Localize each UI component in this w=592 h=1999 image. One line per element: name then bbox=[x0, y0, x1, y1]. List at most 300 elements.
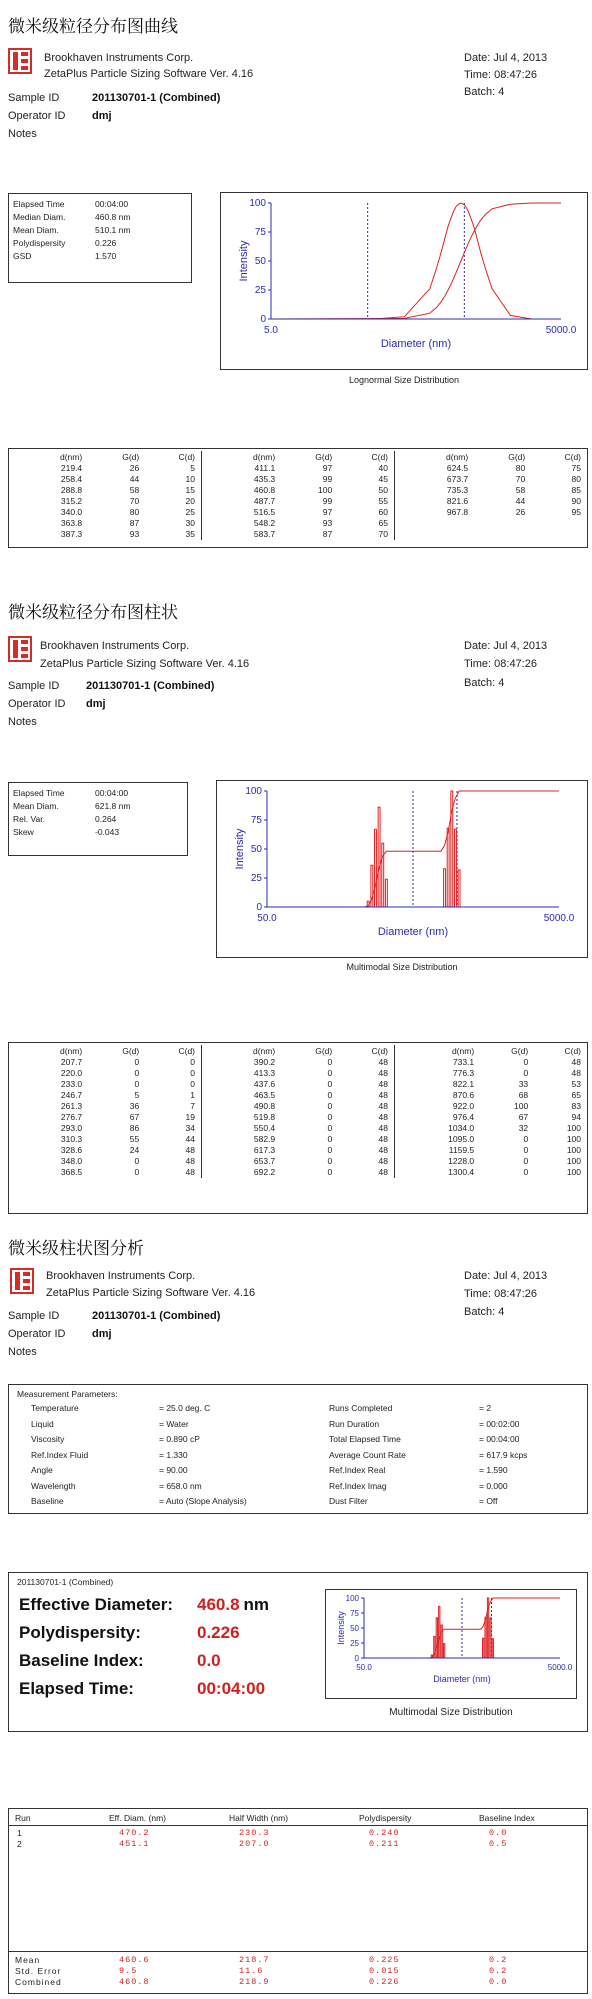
param-label: Ref.Index Imag bbox=[329, 1480, 387, 1491]
section-title: 微米级粒径分布图柱状 bbox=[8, 603, 178, 623]
table-cell: 0 bbox=[327, 1167, 333, 1177]
company-name: Brookhaven Instruments Corp. bbox=[40, 640, 190, 652]
table-row bbox=[206, 518, 390, 529]
table-cell: 822.1 bbox=[452, 1079, 475, 1089]
y-axis-label: Intensity bbox=[234, 828, 246, 870]
table-cell: 80 bbox=[515, 463, 526, 473]
param-label: Run Duration bbox=[329, 1418, 380, 1429]
table-cell: 55 bbox=[378, 496, 388, 506]
table-cell: 673.7 bbox=[446, 474, 469, 484]
distribution-subtable bbox=[399, 1045, 583, 1178]
runs-cell: 0.211 bbox=[369, 1839, 400, 1849]
table-cell: 100 bbox=[566, 1167, 581, 1177]
table-cell: 83 bbox=[571, 1101, 581, 1111]
table-header-row bbox=[399, 451, 583, 463]
table-row bbox=[206, 1101, 390, 1112]
table-cell: 548.2 bbox=[253, 518, 276, 528]
table-header-row bbox=[399, 1045, 583, 1057]
param-value: = 90.00 bbox=[159, 1465, 188, 1475]
runs-summary-cell: Std. Error bbox=[15, 1966, 62, 1976]
table-row bbox=[13, 1068, 197, 1079]
table-row bbox=[206, 1068, 390, 1079]
column-header: C(d) bbox=[178, 1046, 195, 1056]
operator-id-label: Operator ID bbox=[8, 1328, 66, 1340]
summary-label: Elapsed Time: bbox=[19, 1679, 134, 1698]
table-cell: 15 bbox=[185, 485, 195, 495]
table-cell: 293.0 bbox=[60, 1123, 83, 1133]
table-cell: 44 bbox=[185, 1134, 195, 1144]
distribution-curve bbox=[271, 203, 561, 319]
table-cell: 435.3 bbox=[253, 474, 276, 484]
mini-chart-panel bbox=[325, 1589, 577, 1699]
table-cell: 328.6 bbox=[60, 1145, 83, 1155]
table-cell: 48 bbox=[378, 1101, 388, 1111]
table-cell: 36 bbox=[129, 1101, 140, 1111]
param-value: = 0.000 bbox=[479, 1480, 508, 1491]
stat-row bbox=[13, 250, 130, 263]
column-header: d(nm) bbox=[252, 452, 276, 462]
runs-summary-cell: 0.2 bbox=[489, 1966, 508, 1976]
summary-box bbox=[8, 1572, 588, 1732]
table-cell: 735.3 bbox=[446, 485, 469, 495]
table-row bbox=[399, 496, 583, 507]
table-cell: 390.2 bbox=[253, 1057, 276, 1067]
table-cell: 261.3 bbox=[60, 1101, 83, 1111]
table-cell: 100 bbox=[318, 485, 333, 495]
table-cell: 95 bbox=[571, 507, 581, 517]
table-row bbox=[13, 1112, 197, 1123]
table-cell: 922.0 bbox=[452, 1101, 475, 1111]
table-cell: 976.4 bbox=[452, 1112, 475, 1122]
batch: Batch: 4 bbox=[464, 677, 505, 689]
table-cell: 65 bbox=[571, 1090, 581, 1100]
y-tick-label: 100 bbox=[245, 786, 262, 797]
y-tick-label: 100 bbox=[249, 198, 266, 209]
table-cell: 207.7 bbox=[60, 1057, 83, 1067]
stat-label: Polydispersity bbox=[13, 238, 66, 248]
table-row bbox=[13, 1123, 197, 1134]
lognormal-chart bbox=[221, 193, 587, 369]
table-row bbox=[399, 1057, 583, 1068]
stat-label: Mean Diam. bbox=[13, 225, 59, 235]
sample-id-value: 201130701-1 (Combined) bbox=[86, 680, 215, 692]
column-header: C(d) bbox=[178, 452, 195, 462]
table-row bbox=[13, 1134, 197, 1145]
runs-column-header: Baseline Index bbox=[479, 1813, 535, 1823]
table-cell: 99 bbox=[322, 474, 333, 484]
table-cell: 26 bbox=[515, 507, 526, 517]
table-cell: 583.7 bbox=[253, 529, 276, 539]
table-cell: 32 bbox=[518, 1123, 529, 1133]
table-cell: 0 bbox=[327, 1090, 333, 1100]
operator-id-label: Operator ID bbox=[8, 110, 66, 122]
table-row bbox=[399, 1112, 583, 1123]
summary-label: Baseline Index: bbox=[19, 1651, 144, 1670]
table-cell: 460.8 bbox=[253, 485, 276, 495]
param-value: = 1.330 bbox=[159, 1449, 188, 1460]
stat-value: 00:04:00 bbox=[95, 788, 129, 798]
table-cell: 340.0 bbox=[60, 507, 83, 517]
table-row bbox=[13, 1156, 197, 1167]
runs-summary-cell: 0.2 bbox=[489, 1955, 508, 1965]
param-value: = Water bbox=[159, 1418, 189, 1429]
param-value: = 00:04:00 bbox=[479, 1434, 520, 1444]
runs-summary-cell: 0.015 bbox=[369, 1966, 400, 1976]
operator-id-label: Operator ID bbox=[8, 698, 66, 710]
summary-unit: nm bbox=[243, 1595, 270, 1614]
table-row bbox=[399, 1167, 583, 1178]
table-cell: 413.3 bbox=[253, 1068, 276, 1078]
param-label: Liquid bbox=[31, 1418, 54, 1429]
column-header: G(d) bbox=[508, 452, 526, 462]
table-cell: 48 bbox=[571, 1068, 581, 1078]
y-tick-label: 75 bbox=[350, 1609, 359, 1618]
table-cell: 0 bbox=[327, 1112, 333, 1122]
summary-label: Effective Diameter: bbox=[19, 1595, 174, 1614]
y-tick-label: 0 bbox=[256, 902, 262, 913]
table-cell: 519.8 bbox=[253, 1112, 276, 1122]
param-label: Total Elapsed Time bbox=[329, 1434, 401, 1444]
software-name: ZetaPlus Particle Sizing Software Ver. 4.16 bbox=[40, 658, 250, 670]
table-cell: 1034.0 bbox=[448, 1123, 475, 1133]
distribution-table bbox=[8, 1042, 588, 1214]
param-value: = 1.590 bbox=[479, 1465, 508, 1475]
table-cell: 24 bbox=[129, 1145, 140, 1155]
stat-label: GSD bbox=[13, 251, 32, 261]
table-cell: 276.7 bbox=[60, 1112, 83, 1122]
table-cell: 86 bbox=[129, 1123, 140, 1133]
software-name: ZetaPlus Particle Sizing Software Ver. 4.16 bbox=[44, 68, 254, 80]
x-tick-label: 50.0 bbox=[257, 913, 277, 924]
multimodal-mini-chart bbox=[326, 1590, 576, 1698]
table-cell: 348.0 bbox=[60, 1156, 83, 1166]
table-cell: 0 bbox=[134, 1156, 140, 1166]
table-cell: 0 bbox=[327, 1101, 333, 1111]
runs-summary-cell: 0.0 bbox=[489, 1977, 508, 1987]
table-header-row bbox=[206, 451, 390, 463]
histogram-bar bbox=[375, 829, 377, 907]
column-header: G(d) bbox=[511, 1046, 529, 1056]
runs-cell: 1 bbox=[17, 1828, 23, 1838]
column-header: G(d) bbox=[122, 452, 140, 462]
table-cell: 821.6 bbox=[446, 496, 469, 506]
batch: Batch: 4 bbox=[464, 86, 505, 98]
histogram-bar bbox=[458, 870, 460, 907]
table-cell: 0 bbox=[523, 1068, 529, 1078]
table-row bbox=[13, 507, 197, 518]
runs-summary-cell: 218.7 bbox=[239, 1955, 270, 1965]
batch: Batch: 4 bbox=[464, 1306, 505, 1318]
table-cell: 25 bbox=[185, 507, 195, 517]
table-row bbox=[206, 529, 390, 540]
x-tick-label: 5000.0 bbox=[545, 325, 577, 336]
operator-id-value: dmj bbox=[86, 698, 106, 710]
table-row bbox=[13, 496, 197, 507]
table-row bbox=[206, 1057, 390, 1068]
table-cell: 0 bbox=[327, 1156, 333, 1166]
y-tick-label: 0 bbox=[260, 314, 266, 325]
summary-row bbox=[19, 1679, 265, 1699]
table-cell: 44 bbox=[129, 474, 140, 484]
param-label: Ref.Index Real bbox=[329, 1465, 386, 1475]
table-cell: 550.4 bbox=[253, 1123, 276, 1133]
table-cell: 45 bbox=[378, 474, 388, 484]
histogram-bar bbox=[454, 829, 456, 907]
param-label: Average Count Rate bbox=[329, 1449, 406, 1460]
param-value: = 00:02:00 bbox=[479, 1418, 520, 1429]
table-row bbox=[13, 463, 197, 474]
table-row bbox=[206, 1134, 390, 1145]
stat-value: 1.570 bbox=[95, 251, 117, 261]
summary-row bbox=[19, 1623, 240, 1643]
table-cell: 93 bbox=[322, 518, 333, 528]
table-row bbox=[399, 507, 583, 518]
table-cell: 0 bbox=[327, 1123, 333, 1133]
table-cell: 246.7 bbox=[60, 1090, 83, 1100]
date: Date: Jul 4, 2013 bbox=[464, 640, 548, 652]
y-tick-label: 25 bbox=[254, 285, 266, 296]
stat-label: Elapsed Time bbox=[13, 788, 65, 798]
table-cell: 40 bbox=[378, 463, 388, 473]
software-name: ZetaPlus Particle Sizing Software Ver. 4.16 bbox=[46, 1287, 256, 1299]
y-tick-label: 50 bbox=[254, 256, 266, 267]
param-label: Viscosity bbox=[31, 1434, 65, 1444]
stat-label: Median Diam. bbox=[13, 212, 66, 222]
measurement-parameters-title: Measurement Parameters: bbox=[17, 1389, 118, 1399]
table-cell: 100 bbox=[566, 1123, 581, 1133]
summary-label: Polydispersity: bbox=[19, 1623, 141, 1642]
table-row bbox=[206, 507, 390, 518]
y-tick-label: 25 bbox=[250, 873, 262, 884]
table-cell: 315.2 bbox=[60, 496, 83, 506]
histogram-bar bbox=[492, 1639, 493, 1658]
sample-id-value: 201130701-1 (Combined) bbox=[92, 1310, 221, 1322]
runs-cell: 451.1 bbox=[119, 1839, 150, 1849]
runs-footer-divider bbox=[9, 1951, 587, 1952]
sample-id-label: Sample ID bbox=[8, 680, 60, 692]
table-cell: 967.8 bbox=[446, 507, 469, 517]
sample-id-label: Sample ID bbox=[8, 92, 60, 104]
histogram-bar bbox=[439, 1606, 440, 1658]
table-row bbox=[399, 1156, 583, 1167]
distribution-subtable bbox=[399, 451, 583, 518]
table-cell: 411.1 bbox=[254, 463, 276, 473]
column-header: d(nm) bbox=[59, 1046, 83, 1056]
x-tick-label: 50.0 bbox=[356, 1663, 372, 1672]
table-cell: 0 bbox=[523, 1145, 529, 1155]
column-header: C(d) bbox=[371, 1046, 388, 1056]
table-row bbox=[13, 1090, 197, 1101]
distribution-subtable bbox=[206, 451, 390, 540]
table-cell: 233.0 bbox=[60, 1079, 83, 1089]
table-cell: 0 bbox=[190, 1079, 195, 1089]
summary-value: 460.8 bbox=[197, 1595, 240, 1614]
column-header: C(d) bbox=[564, 1046, 581, 1056]
table-row bbox=[399, 474, 583, 485]
table-cell: 48 bbox=[378, 1090, 388, 1100]
table-cell: 0 bbox=[523, 1134, 529, 1144]
table-cell: 48 bbox=[378, 1167, 388, 1177]
y-tick-label: 75 bbox=[250, 815, 262, 826]
multimodal-chart bbox=[217, 781, 587, 957]
table-cell: 99 bbox=[322, 496, 333, 506]
table-cell: 0 bbox=[327, 1079, 333, 1089]
table-cell: 310.3 bbox=[60, 1134, 83, 1144]
table-cell: 1300.4 bbox=[448, 1167, 475, 1177]
table-header-row bbox=[206, 1045, 390, 1057]
x-axis-label: Diameter (nm) bbox=[377, 926, 449, 938]
chart-panel-lognormal bbox=[220, 192, 588, 370]
table-row bbox=[13, 529, 197, 540]
distribution-subtable bbox=[13, 451, 197, 540]
operator-id-value: dmj bbox=[92, 110, 112, 122]
sample-id-label: Sample ID bbox=[8, 1310, 60, 1322]
table-cell: 0 bbox=[327, 1134, 333, 1144]
runs-summary-cell: Combined bbox=[15, 1977, 62, 1987]
date: Date: Jul 4, 2013 bbox=[464, 1270, 548, 1282]
table-row bbox=[206, 1090, 390, 1101]
table-cell: 75 bbox=[571, 463, 581, 473]
column-header: C(d) bbox=[564, 452, 581, 462]
table-cell: 0 bbox=[523, 1156, 529, 1166]
brookhaven-logo-icon bbox=[8, 636, 32, 662]
summary-row bbox=[19, 1595, 269, 1615]
stat-label: Mean Diam. bbox=[13, 801, 59, 811]
table-row bbox=[13, 1101, 197, 1112]
table-cell: 26 bbox=[129, 463, 140, 473]
cumulative-curve bbox=[271, 203, 561, 319]
table-row bbox=[399, 1145, 583, 1156]
table-cell: 653.7 bbox=[253, 1156, 276, 1166]
table-row bbox=[206, 1123, 390, 1134]
stat-value: 0.226 bbox=[95, 238, 117, 248]
table-cell: 70 bbox=[378, 529, 388, 539]
table-row bbox=[13, 485, 197, 496]
stat-value: -0.043 bbox=[95, 827, 120, 837]
table-cell: 288.8 bbox=[60, 485, 83, 495]
stat-row bbox=[13, 198, 130, 211]
table-cell: 387.3 bbox=[60, 529, 83, 539]
runs-column-header: Polydispersity bbox=[359, 1813, 412, 1823]
runs-cell: 207.0 bbox=[239, 1839, 270, 1849]
stat-row bbox=[13, 800, 130, 813]
table-row bbox=[399, 463, 583, 474]
x-axis-label: Diameter (nm) bbox=[380, 338, 452, 350]
param-label: Angle bbox=[31, 1465, 53, 1475]
table-cell: 48 bbox=[378, 1079, 388, 1089]
histogram-bar bbox=[443, 1644, 444, 1658]
runs-table-box bbox=[8, 1808, 588, 1994]
notes-label: Notes bbox=[8, 1346, 37, 1358]
table-cell: 48 bbox=[378, 1123, 388, 1133]
table-cell: 67 bbox=[518, 1112, 529, 1122]
x-tick-label: 5000.0 bbox=[543, 913, 575, 924]
section-title: 微米级粒径分布图曲线 bbox=[8, 17, 178, 37]
table-cell: 48 bbox=[571, 1057, 581, 1067]
table-cell: 35 bbox=[185, 529, 195, 539]
x-axis-label: Diameter (nm) bbox=[433, 1674, 491, 1684]
table-cell: 624.5 bbox=[446, 463, 469, 473]
table-cell: 368.5 bbox=[60, 1167, 83, 1177]
runs-header-divider bbox=[9, 1825, 587, 1826]
brookhaven-logo-icon bbox=[10, 1268, 34, 1294]
table-row bbox=[206, 485, 390, 496]
table-cell: 55 bbox=[129, 1134, 140, 1144]
table-cell: 93 bbox=[129, 529, 140, 539]
time: Time: 08:47:26 bbox=[464, 658, 537, 670]
time: Time: 08:47:26 bbox=[464, 1288, 537, 1300]
table-cell: 0 bbox=[327, 1145, 333, 1155]
runs-cell: 470.2 bbox=[119, 1828, 150, 1838]
column-header: d(nm) bbox=[252, 1046, 276, 1056]
table-cell: 1 bbox=[190, 1090, 195, 1100]
distribution-subtable bbox=[13, 1045, 197, 1178]
runs-summary-cell: 218.9 bbox=[239, 1977, 270, 1987]
table-cell: 0 bbox=[523, 1057, 529, 1067]
param-value: = 658.0 nm bbox=[159, 1480, 202, 1491]
table-row bbox=[206, 1156, 390, 1167]
table-cell: 48 bbox=[378, 1134, 388, 1144]
table-row bbox=[13, 1167, 197, 1178]
table-cell: 100 bbox=[566, 1134, 581, 1144]
summary-value: 0.226 bbox=[197, 1623, 240, 1642]
table-row bbox=[13, 1057, 197, 1068]
runs-cell: 0.5 bbox=[489, 1839, 508, 1849]
operator-id-value: dmj bbox=[92, 1328, 112, 1340]
stat-value: 460.8 nm bbox=[95, 212, 131, 222]
stats-box bbox=[8, 193, 192, 283]
chart-caption: Multimodal Size Distribution bbox=[346, 962, 458, 972]
y-tick-label: 100 bbox=[345, 1594, 359, 1603]
table-cell: 48 bbox=[185, 1156, 195, 1166]
table-cell: 87 bbox=[129, 518, 140, 528]
runs-cell: 0.240 bbox=[369, 1828, 400, 1838]
table-cell: 80 bbox=[129, 507, 140, 517]
measurement-parameters-box bbox=[8, 1384, 588, 1514]
table-cell: 94 bbox=[571, 1112, 581, 1122]
column-header: G(d) bbox=[315, 452, 333, 462]
table-cell: 60 bbox=[378, 507, 388, 517]
runs-cell: 2 bbox=[17, 1839, 23, 1849]
stat-value: 0.264 bbox=[95, 814, 117, 824]
summary-value: 00:04:00 bbox=[197, 1679, 266, 1698]
company-name: Brookhaven Instruments Corp. bbox=[44, 52, 194, 64]
histogram-bar bbox=[441, 1625, 442, 1658]
table-cell: 58 bbox=[515, 485, 526, 495]
table-row bbox=[206, 1167, 390, 1178]
param-label: Baseline bbox=[31, 1496, 64, 1506]
runs-column-header: Half Width (nm) bbox=[229, 1813, 289, 1823]
table-cell: 0 bbox=[134, 1079, 140, 1089]
param-label: Temperature bbox=[31, 1403, 79, 1413]
stat-row bbox=[13, 787, 130, 800]
param-value: = 0.890 cP bbox=[159, 1434, 200, 1444]
stat-row bbox=[13, 224, 130, 237]
table-row bbox=[206, 1079, 390, 1090]
table-cell: 70 bbox=[129, 496, 140, 506]
runs-cell: 0.0 bbox=[489, 1828, 508, 1838]
histogram-bar bbox=[490, 1618, 491, 1658]
table-cell: 48 bbox=[185, 1167, 195, 1177]
table-cell: 1228.0 bbox=[448, 1156, 475, 1166]
table-cell: 0 bbox=[523, 1167, 529, 1177]
histogram-bar bbox=[382, 843, 384, 907]
table-cell: 85 bbox=[571, 485, 581, 495]
chart-caption: Lognormal Size Distribution bbox=[348, 375, 460, 385]
y-tick-label: 50 bbox=[250, 844, 262, 855]
distribution-subtable bbox=[206, 1045, 390, 1178]
brookhaven-logo-icon bbox=[8, 48, 32, 74]
